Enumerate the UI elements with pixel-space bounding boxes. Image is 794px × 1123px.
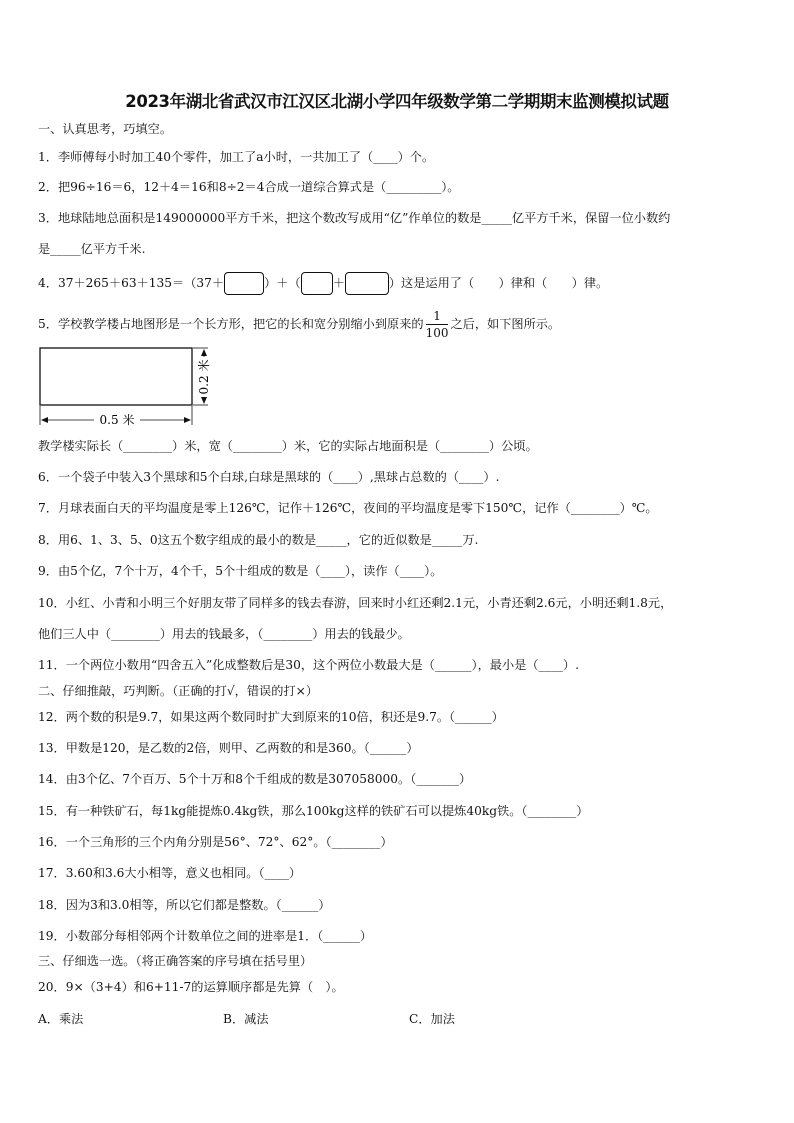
width-label: 0.5 米 (99, 413, 135, 427)
question-15: 15．有一种铁矿石，每1kg能提炼0.4kg铁，那么100kg这样的铁矿石可以提炼40kg铁。（________） (38, 804, 589, 818)
question-12: 12．两个数的积是9.7，如果这两个数同时扩大到原来的10倍，积还是9.7。（______） (38, 710, 504, 724)
question-4-plus: ＋ (332, 276, 345, 290)
section-1-heading: 一、认真思考，巧填空。 (38, 122, 173, 136)
question-3-line-1: 3．地球陆地总面积是149000000平方千米，把这个数改写成用“亿”作单位的数是_____亿平方千米，保留一位小数约 (38, 211, 671, 225)
question-4-suffix: ）这是运用了（ ）律和（ ）律。 (388, 276, 609, 290)
question-9: 9．由5个亿，7个十万，4个千，5个十组成的数是（____），读作（____）。 (38, 564, 443, 578)
fraction-denominator: 100 (425, 326, 449, 340)
question-4 (38, 272, 608, 295)
choice-b[interactable]: B．减法 (223, 1012, 269, 1026)
question-11: 11．一个两位小数用“四舍五入”化成整数后是30，这个两位小数最大是（______），最小是（____）. (38, 658, 579, 672)
question-19: 19．小数部分每相邻两个计数单位之间的进率是1．（______） (38, 929, 373, 943)
page-title: 2023年湖北省武汉市江汉区北湖小学四年级数学第二学期期末监测模拟试题 (125, 92, 669, 111)
section-3-heading: 三、仔细选一选。（将正确答案的序号填在括号里） (38, 954, 313, 968)
question-2: 2．把96÷16＝6，12＋4＝16和8÷2＝4合成一道综合算式是（_________）。 (38, 180, 460, 194)
question-10-line-1: 10．小红、小青和小明三个好朋友带了同样多的钱去春游，回来时小红还剩2.1元，小青还剩2.6元，小明还剩1.8元， (38, 596, 673, 610)
question-5 (38, 308, 560, 341)
question-7: 7．月球表面白天的平均温度是零上126℃，记作＋126℃，夜间的平均温度是零下150℃，记作（________）℃。 (38, 501, 658, 515)
choice-c[interactable]: C．加法 (409, 1012, 455, 1026)
choice-a[interactable]: A．乘法 (38, 1012, 84, 1026)
question-13: 13．甲数是120，是乙数的2倍，则甲、乙两数的和是360。（______） (38, 741, 419, 755)
section-2-heading: 二、仔细推敲，巧判断。（正确的打√，错误的打×） (38, 684, 319, 698)
question-10-line-2: 他们三人中（________）用去的钱最多，（________）用去的钱最少。 (38, 627, 410, 641)
question-18: 18．因为3和3.0相等，所以它们都是整数。（______） (38, 898, 331, 912)
answer-box-2[interactable] (301, 272, 333, 295)
question-20: 20．9×（3+4）和6+11-7的运算顺序都是先算（ ）。 (38, 980, 344, 994)
question-5-suffix: 之后，如下图所示。 (450, 317, 561, 331)
fraction (426, 308, 449, 341)
answer-box-1[interactable] (224, 272, 264, 295)
rectangle (40, 348, 192, 405)
question-6: 6．一个袋子中装入3个黑球和5个白球,白球是黑球的（____）,黑球占总数的（____）. (38, 470, 500, 484)
fraction-numerator: 1 (426, 308, 449, 325)
question-16: 16．一个三角形的三个内角分别是56°、72°、62°。（________） (38, 835, 393, 849)
height-label: 0.2 米 (197, 359, 211, 395)
question-14: 14．由3个亿、7个百万、5个十万和8个千组成的数是307058000。（_______） (38, 772, 472, 786)
answer-box-3[interactable] (345, 272, 389, 295)
question-8: 8．用6、1、3、5、0这五个数字组成的最小的数是_____，它的近似数是_____万. (38, 533, 479, 547)
question-3-line-2: 是_____亿平方千米. (38, 242, 146, 256)
question-17: 17．3.60和3.6大小相等，意义也相同。（____） (38, 866, 302, 880)
question-4-prefix: 4．37＋265＋63＋135＝（37＋ (38, 276, 225, 290)
question-4-middle: ）＋（ (264, 276, 301, 290)
question-5-answer: 教学楼实际长（________）米，宽（________）米，它的实际占地面积是（________）公顷。 (38, 439, 538, 453)
question-1: 1．李师傅每小时加工40个零件，加工了a小时，一共加工了（____）个。 (38, 150, 435, 164)
building-rectangle-diagram (38, 345, 218, 435)
question-5-prefix: 5．学校教学楼占地图形是一个长方形，把它的长和宽分别缩小到原来的 (38, 317, 424, 331)
question-20-choices (38, 1010, 455, 1027)
